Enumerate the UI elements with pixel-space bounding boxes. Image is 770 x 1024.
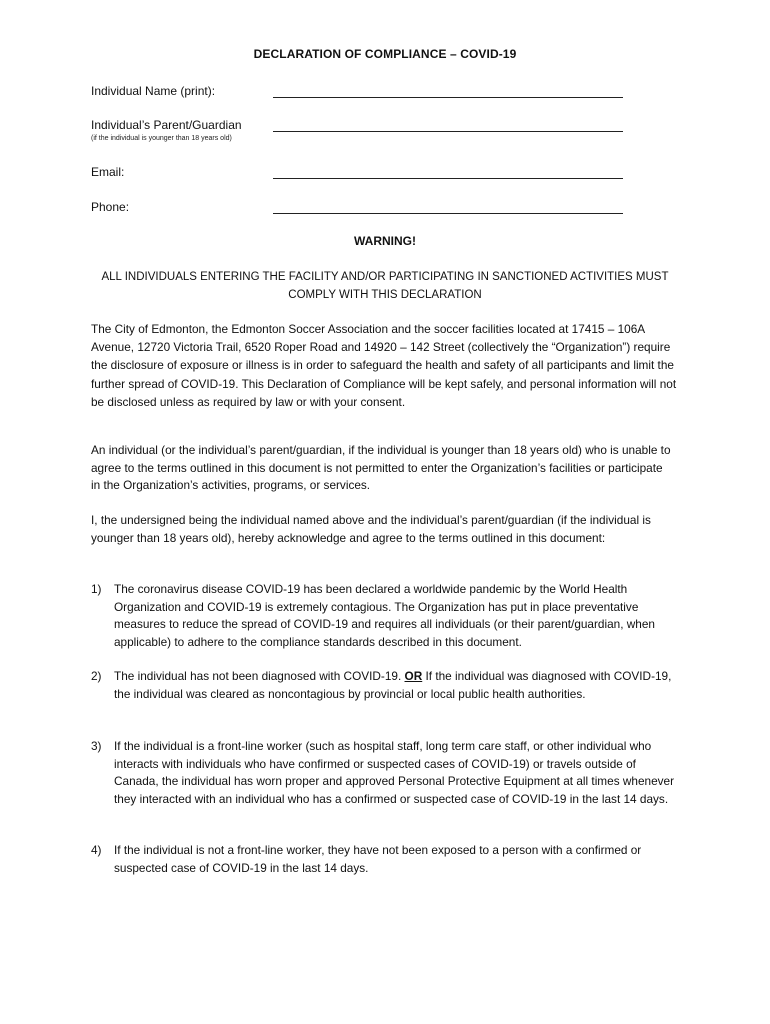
list-item (91, 738, 683, 808)
paragraph-organization: The City of Edmonton, the Edmonton Soccer Association and the soccer facilities located at 17415 – 106A Avenue, 12720 Victoria Trail, 6520 Roper Road and 14920 – 142 Street (collectively the “Organization”) require the disclosure of exposure or illness is in order to safeguard the health and safety of all participants and limit the further spread of COVID-19. This Declaration of Compliance will be kept safely, and personal information will not be disclosed unless as required by law or with your consent. (91, 322, 677, 409)
list-item-text (114, 668, 683, 703)
list-item-number: 3) (91, 739, 102, 753)
guardian-label: Individual’s Parent/Guardian (91, 118, 242, 132)
list-item (91, 581, 683, 651)
list-item-number: 4) (91, 843, 102, 857)
list-item-text: If the individual is a front-line worker (such as hospital staff, long term care staff, or other individual who interacts with individuals who have confirmed or suspected cases of COVID-19) or travels outside of Canada, the individual has worn proper and approved Personal Protective Equipment at all times whenever they interacted with an individual who has a confirmed or suspected case of COVID-19 in the last 14 days. (114, 739, 675, 806)
comply-notice: ALL INDIVIDUALS ENTERING THE FACILITY AND/OR PARTICIPATING IN SANCTIONED ACTIVITIES MUST COMPLY WITH THIS DECLARATION (101, 271, 669, 301)
list-item-number: 2) (91, 669, 102, 683)
paragraph-eligibility: An individual (or the individual’s parent/guardian, if the individual is younger than 18 years old) who is unable to agree to the terms outlined in this document is not permitted to enter the Organization’s facilities or participate in the Organization’s activities, programs, or services. (91, 443, 671, 492)
guardian-line (273, 131, 623, 132)
paragraph-acknowledgement: I, the undersigned being the individual named above and the individual’s parent/guardian (if the individual is younger than 18 years old), hereby acknowledge and agree to the terms outlined in this document: (91, 513, 651, 545)
list-item-text-before: The individual has not been diagnosed with COVID-19. (114, 669, 405, 683)
list-item-text-after: If the individual was diagnosed with COVID-19, the individual was cleared as noncontagious by provincial or local public health authorities. (114, 669, 672, 701)
page-title: DECLARATION OF COMPLIANCE – COVID-19 (253, 47, 517, 61)
list-item (91, 668, 683, 703)
list-item-text: The coronavirus disease COVID-19 has been declared a worldwide pandemic by the World Health Organization and COVID-19 is extremely contagious. The Organization has put in place preventative measures to reduce the spread of COVID-19 and requires all individuals (or their parent/guardian, when applicable) to adhere to the compliance standards described in this document. (114, 582, 655, 649)
list-item (91, 842, 683, 877)
individual-name-line (273, 97, 623, 98)
warning-heading: WARNING! (354, 234, 416, 248)
list-item-text: If the individual is not a front-line worker, they have not been exposed to a person with a confirmed or suspected case of COVID-19 in the last 14 days. (114, 843, 642, 875)
phone-label: Phone: (91, 200, 130, 214)
email-line (273, 178, 623, 179)
individual-name-label: Individual Name (print): (91, 84, 216, 98)
list-item-number: 1) (91, 582, 102, 596)
guardian-note: (if the individual is younger than 18 years old) (91, 135, 232, 142)
email-label: Email: (91, 165, 125, 179)
phone-line (273, 213, 623, 214)
or-emphasis: OR (404, 669, 423, 683)
